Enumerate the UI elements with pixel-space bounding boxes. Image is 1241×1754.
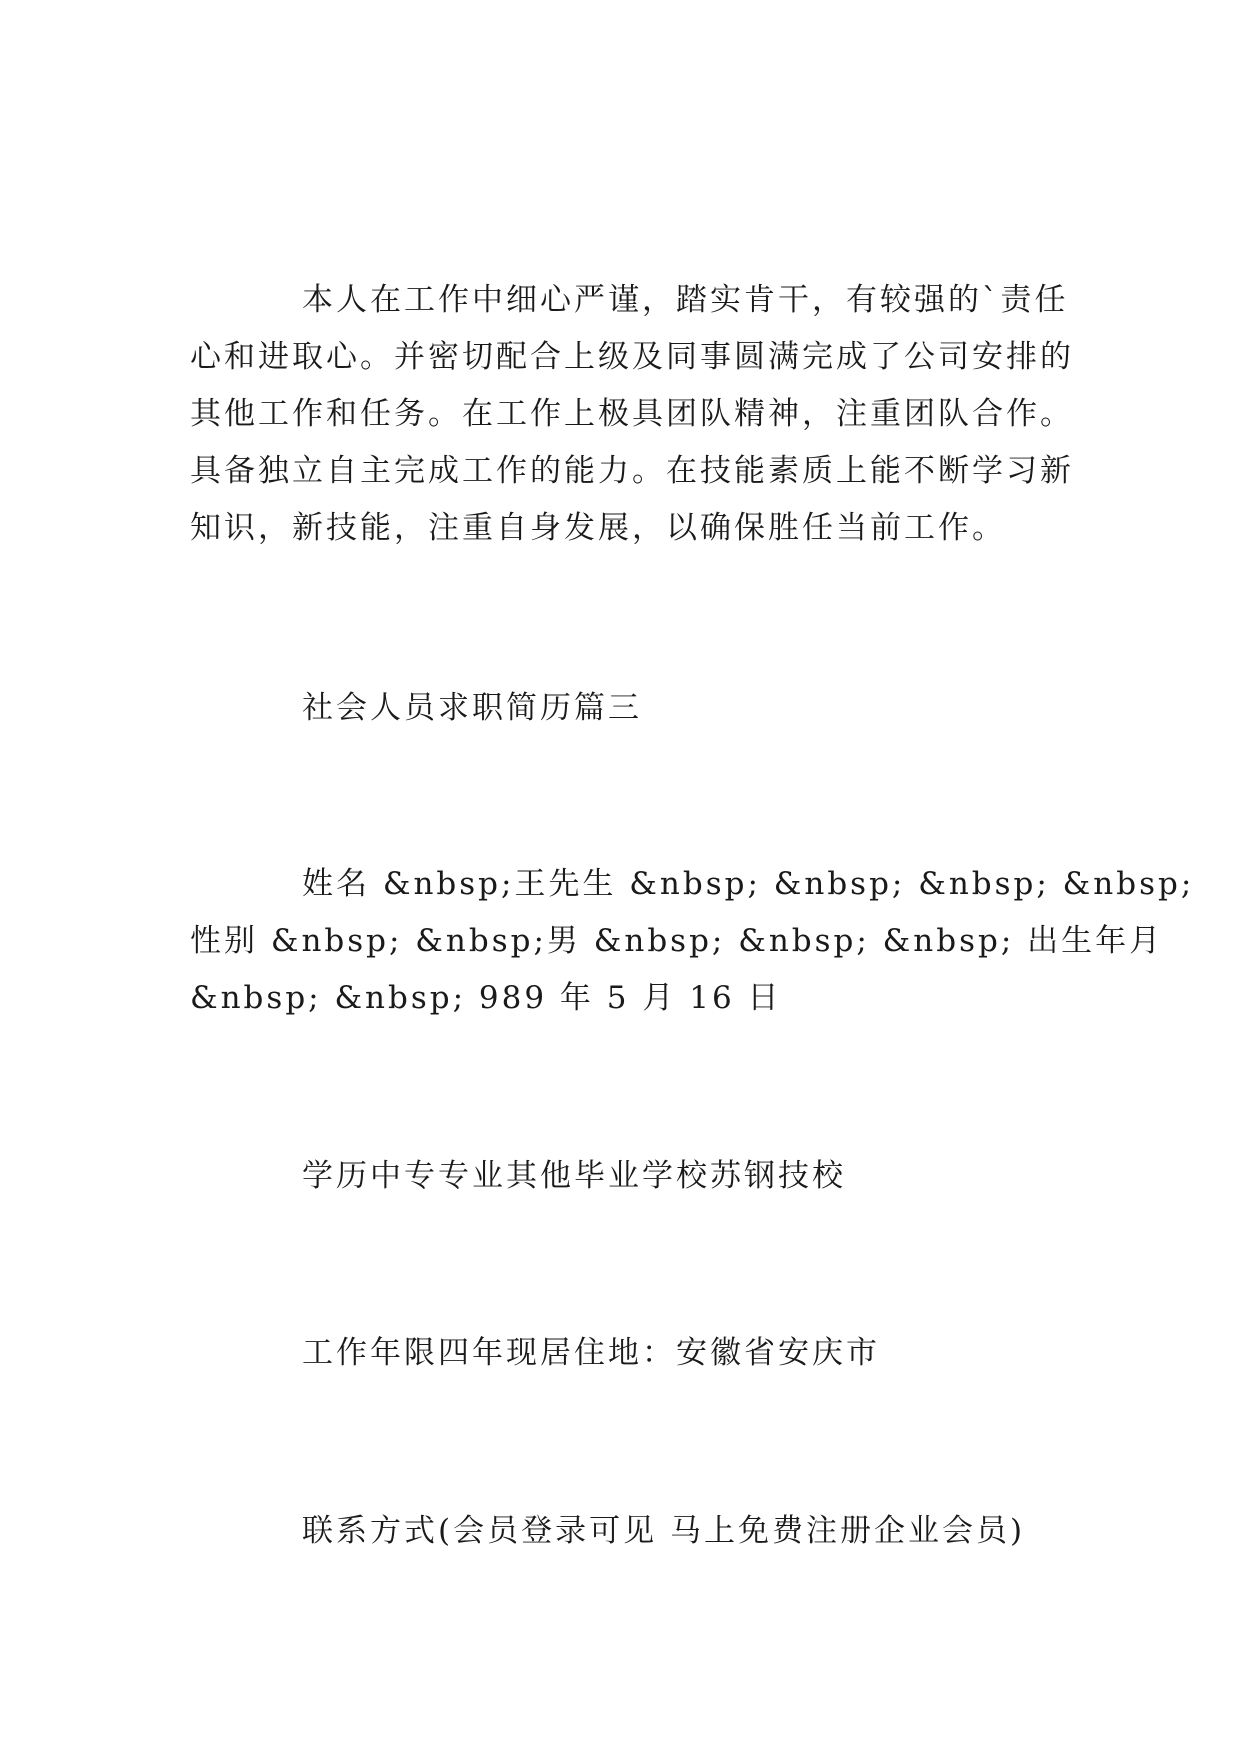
section-title: 社会人员求职简历篇三 bbox=[302, 690, 642, 726]
paragraph-line: 具备独立自主完成工作的能力。在技能素质上能不断学习新 bbox=[190, 453, 1074, 489]
info-line-name: 姓名 &nbsp;王先生 &nbsp; &nbsp; &nbsp; &nbsp; bbox=[302, 866, 1195, 902]
paragraph-line: 知识，新技能，注重自身发展，以确保胜任当前工作。 bbox=[190, 510, 1006, 546]
info-line-birth: &nbsp; &nbsp; 989 年 5 月 16 日 bbox=[190, 980, 782, 1016]
paragraph-line: 心和进取心。并密切配合上级及同事圆满完成了公司安排的 bbox=[190, 339, 1074, 375]
contact-line: 联系方式(会员登录可见 马上免费注册企业会员) bbox=[302, 1513, 1026, 1549]
work-years-line: 工作年限四年现居住地：安徽省安庆市 bbox=[302, 1335, 880, 1371]
paragraph-line: 其他工作和任务。在工作上极具团队精神，注重团队合作。 bbox=[190, 396, 1074, 432]
education-line: 学历中专专业其他毕业学校苏钢技校 bbox=[302, 1158, 846, 1194]
info-line-gender: 性别 &nbsp; &nbsp;男 &nbsp; &nbsp; &nbsp; 出生年月 bbox=[190, 923, 1164, 959]
paragraph-line: 本人在工作中细心严谨，踏实肯干，有较强的`责任 bbox=[302, 282, 1069, 318]
